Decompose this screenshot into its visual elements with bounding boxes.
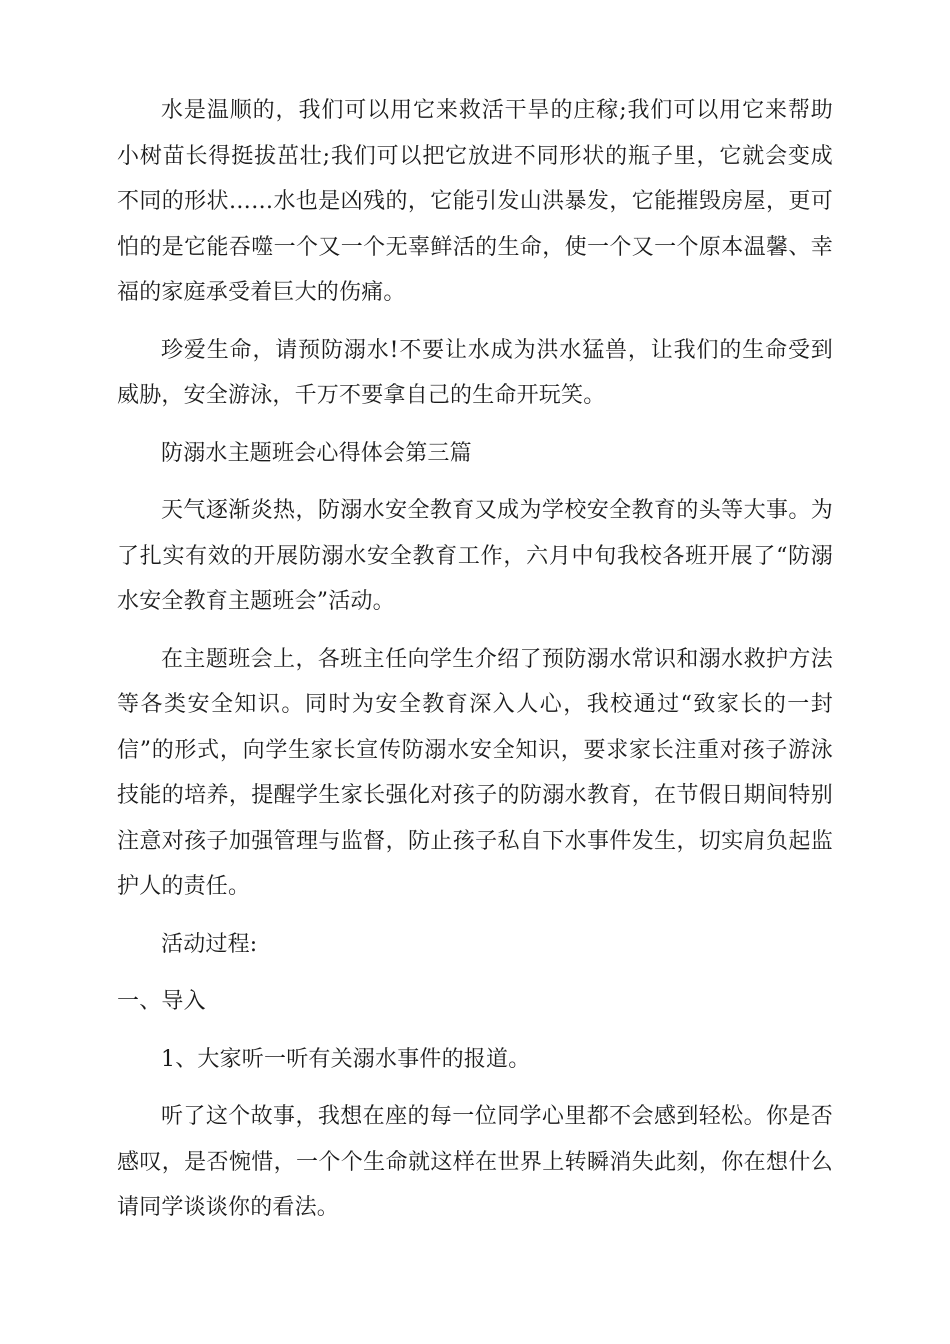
list-heading-intro: 一、导入 [117,989,206,1014]
paragraph-story-reflection: 听了这个故事，我想在座的每一位同学心里都不会感到轻松。你是否感叹，是否惋惜，一个个生命就这样在世界上转瞬消失此刻，你在想什么请同学谈谈你的看法。 [117,1104,833,1220]
paragraph-activity-process: 活动过程: [161,931,258,957]
paragraph-water-nature: 水是温顺的，我们可以用它来救活干旱的庄稼;我们可以用它来帮助小树苗长得挺拔茁壮;我们可以把它放进不同形状的瓶子里，它就会变成不同的形状……水也是凶残的，它能引发山洪暴发，它能摧毁房屋，更可怕的是它能吞噬一个又一个无辜鲜活的生命，使一个又一个原本温馨、幸福的家庭承受着巨大的伤痛。 [117,98,833,305]
section-heading-third: 防溺水主题班会心得体会第三篇 [161,440,472,466]
list-item-news-report: 1、大家听一听有关溺水事件的报道。 [161,1046,531,1072]
paragraph-cherish-life: 珍爱生命，请预防溺水!不要让水成为洪水猛兽，让我们的生命受到威胁，安全游泳，千万不要拿自己的生命开玩笑。 [117,337,833,408]
paragraph-hot-weather: 天气逐渐炎热，防溺水安全教育又成为学校安全教育的头等大事。为了扎实有效的开展防溺水安全教育工作，六月中旬我校各班开展了“防溺水安全教育主题班会”活动。 [117,498,833,614]
document-page [117,88,833,1231]
paragraph-class-meeting: 在主题班会上，各班主任向学生介绍了预防溺水常识和溺水救护方法等各类安全知识。同时为安全教育深入人心，我校通过“致家长的一封信”的形式，向学生家长宣传防溺水安全知识，要求家长注重对孩子游泳技能的培养，提醒学生家长强化对孩子的防溺水教育，在节假日期间特别注意对孩子加强管理与监督，防止孩子私自下水事件发生，切实肩负起监护人的责任。 [117,646,833,899]
